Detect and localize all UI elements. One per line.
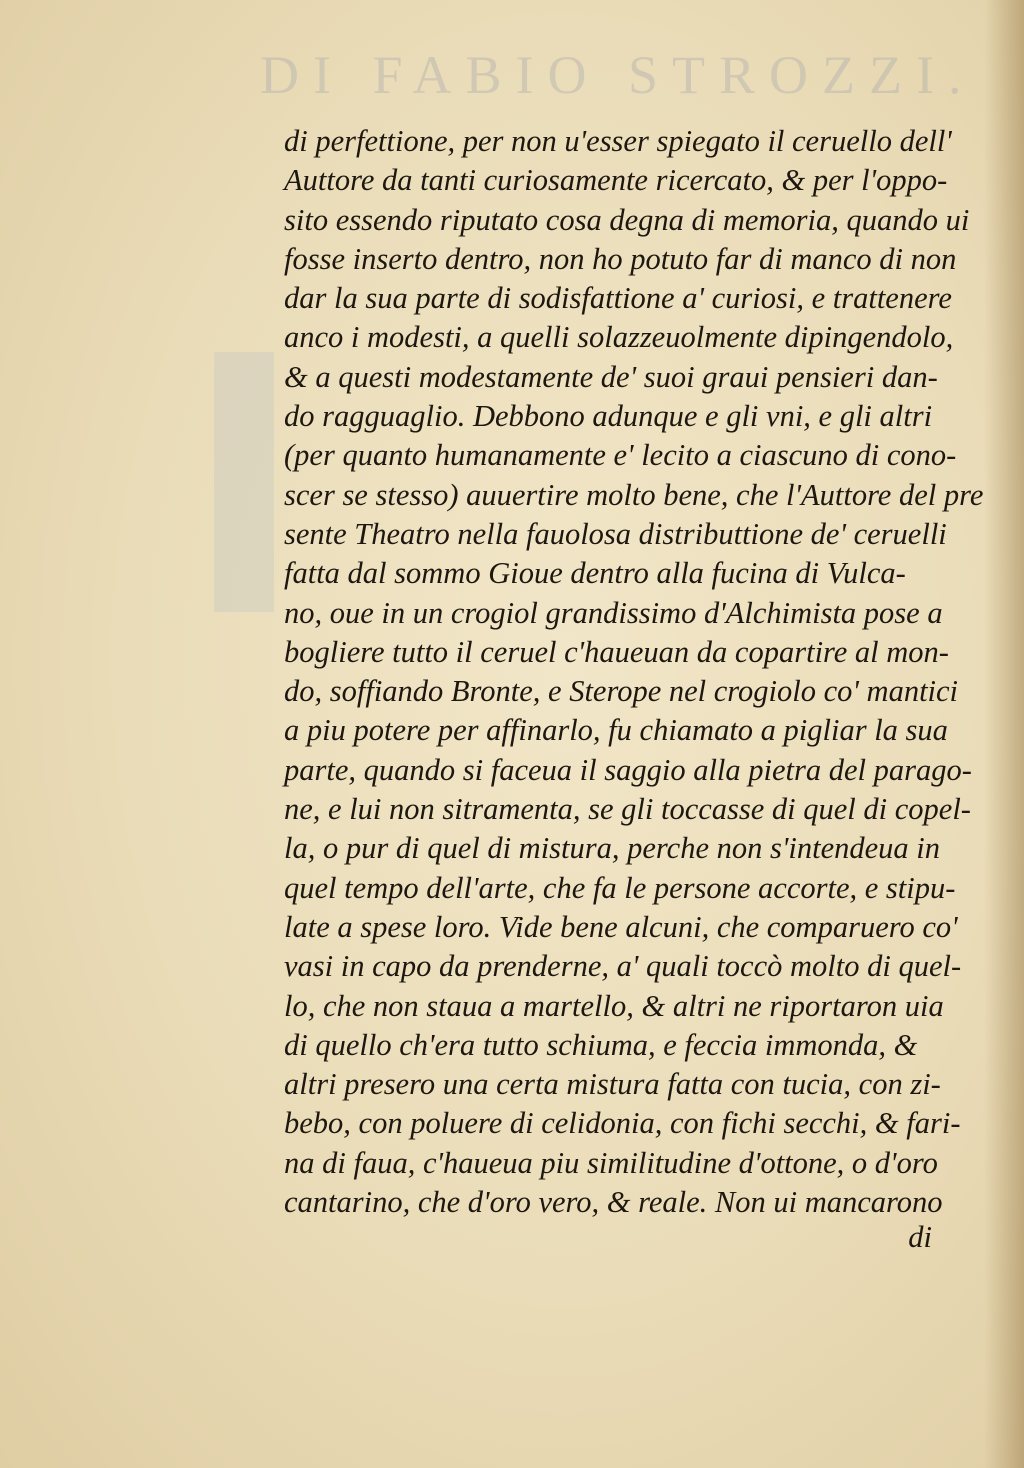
text-line: di perfettione, per non u'esser spiegato il ceruello dell': [284, 124, 952, 158]
text-line: bebo, con poluere di celidonia, con fichi secchi, & fari-: [284, 1106, 961, 1141]
catchword: di: [908, 1220, 932, 1254]
text-line: & a questi modestamente de' suoi graui pensieri dan-: [284, 359, 938, 394]
text-line: sito essendo riputato cosa degna di memoria, quando ui: [284, 202, 970, 237]
bleed-through-stain: [214, 352, 274, 612]
bleed-through-running-header: DI FABIO STROZZI.: [260, 45, 976, 105]
text-line: sente Theatro nella fauolosa distributtione de' ceruelli: [284, 516, 947, 551]
text-line: no, oue in un crogiol grandissimo d'Alchimista pose a: [284, 595, 943, 630]
text-line: a piu potere per affinarlo, fu chiamato a pigliar la sua: [284, 713, 948, 748]
text-line: vasi in capo da prenderne, a' quali toccò molto di quel-: [284, 949, 962, 984]
text-line: parte, quando si faceua il saggio alla pietra del parago-: [284, 752, 972, 787]
text-line: di quello ch'era tutto schiuma, e feccia immonda, &: [284, 1027, 918, 1062]
text-line: altri presero una certa mistura fatta con tucia, con zi-: [284, 1067, 941, 1102]
text-line: do, soffiando Bronte, e Sterope nel crogiolo co' mantici: [284, 674, 959, 709]
text-line: lo, che non staua a martello, & altri ne riportaron uia: [284, 988, 944, 1023]
text-line: ne, e lui non sitramenta, se gli toccasse di quel di copel-: [284, 792, 971, 827]
text-line: dar la sua parte di sodisfattione a' curiosi, e trattenere: [284, 281, 952, 316]
page-body-text: [284, 122, 984, 1222]
text-line: scer se stesso) auuertire molto bene, che l'Auttore del pre: [284, 477, 984, 512]
text-line: Auttore da tanti curiosamente ricercato, & per l'oppo-: [284, 163, 948, 198]
text-line: bogliere tutto il ceruel c'haueuan da copartire al mon-: [284, 634, 949, 669]
text-line: fosse inserto dentro, non ho potuto far di manco di non: [284, 241, 957, 276]
text-line: na di faua, c'haueua piu similitudine d'ottone, o d'oro: [284, 1145, 938, 1180]
text-line: fatta dal sommo Gioue dentro alla fucina di Vulca-: [284, 556, 906, 591]
text-line: la, o pur di quel di mistura, perche non s'intendeua in: [284, 831, 941, 866]
text-line: quel tempo dell'arte, che fa le persone accorte, e stipu-: [284, 870, 956, 905]
text-line: anco i modesti, a quelli solazzeuolmente dipingendolo,: [284, 320, 954, 355]
text-line: late a spese loro. Vide bene alcuni, che comparuero co': [284, 909, 958, 944]
text-line: do ragguaglio. Debbono adunque e gli vni, e gli altri: [284, 399, 933, 434]
text-line: cantarino, che d'oro vero, & reale. Non ui mancarono: [284, 1185, 943, 1220]
text-line: (per quanto humanamente e' lecito a ciascuno di cono-: [284, 438, 957, 473]
